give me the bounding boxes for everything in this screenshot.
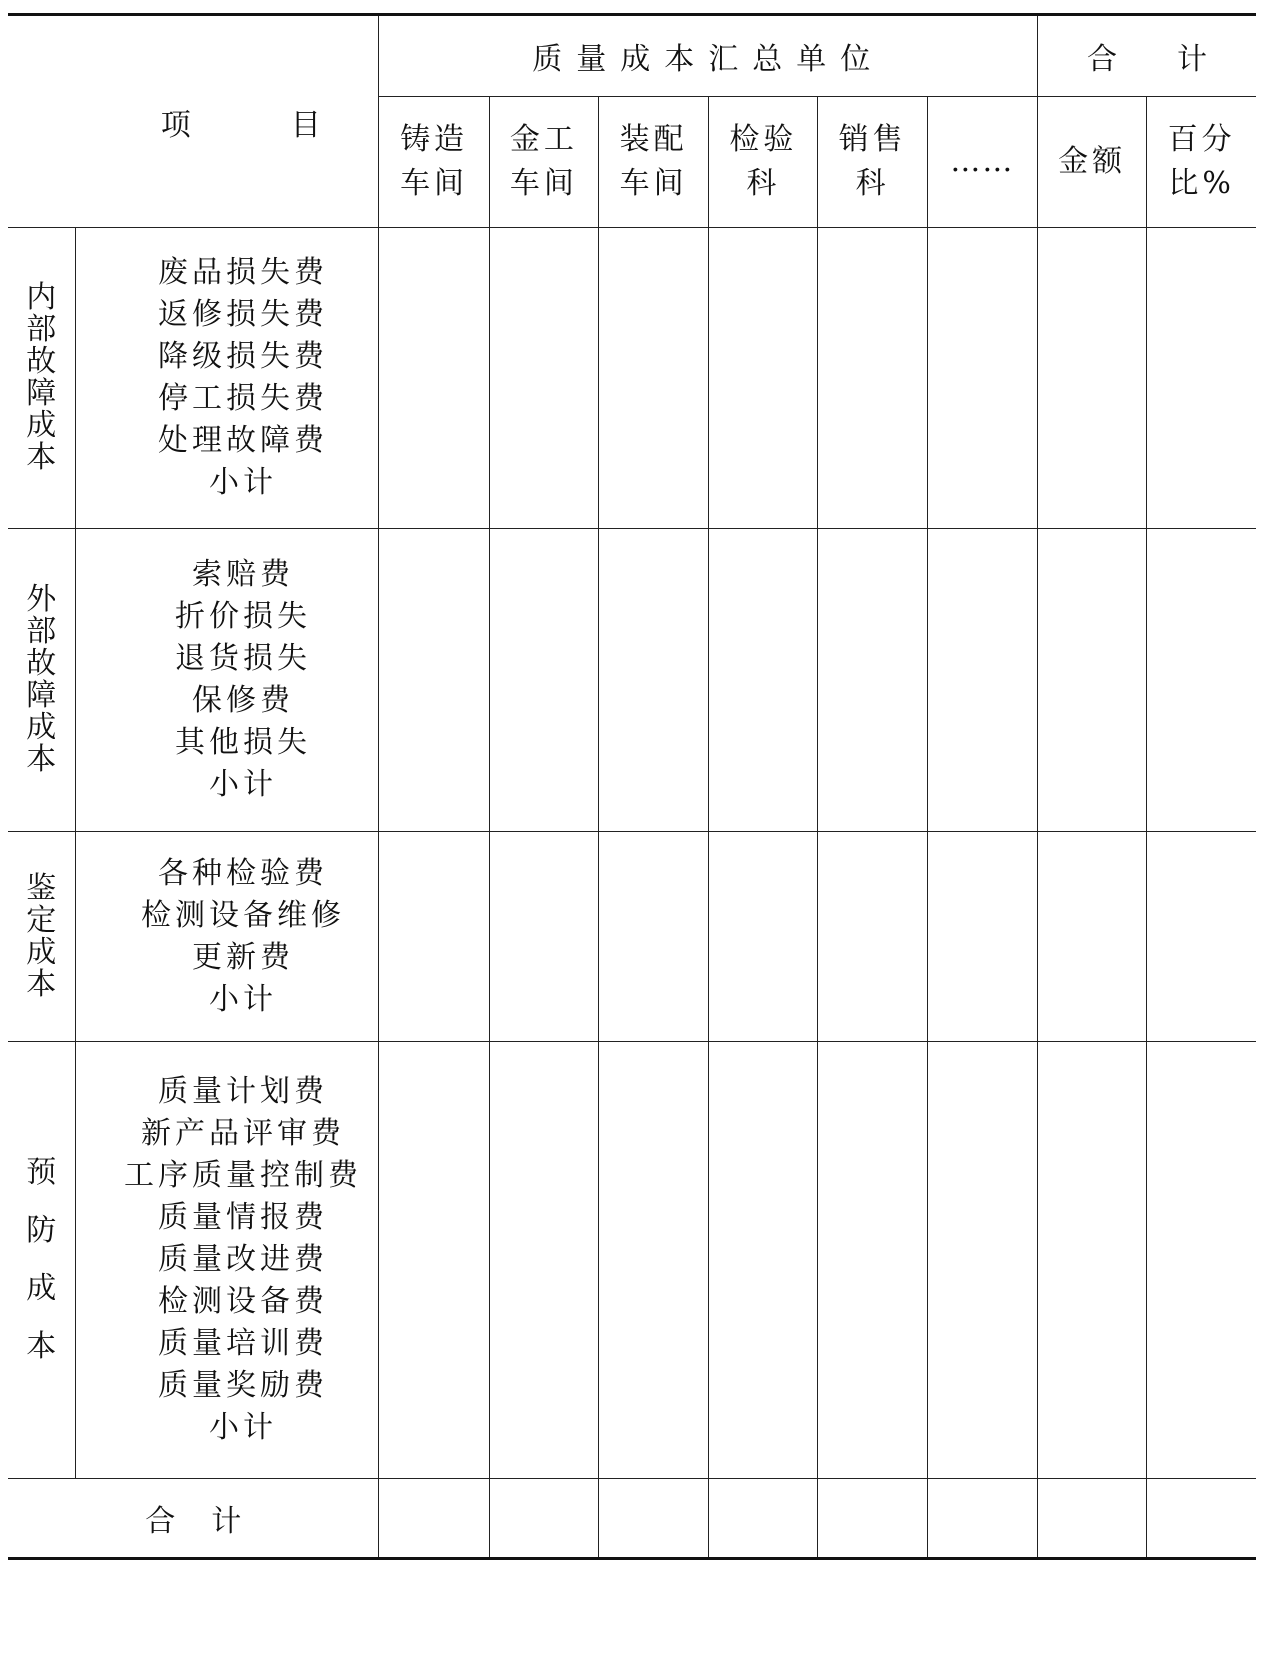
empty-cell <box>379 1042 489 1479</box>
category-items-internal-failure <box>75 228 379 529</box>
col-header-line1: …… <box>950 144 1015 179</box>
category-char: 故 <box>26 646 57 681</box>
list-item: 索赔费 <box>191 557 294 592</box>
list-item: 退货损失 <box>174 641 311 676</box>
list-item: 质量奖励费 <box>157 1368 328 1403</box>
empty-cell <box>1038 529 1147 832</box>
grand-total-char-2: 计 <box>211 1504 242 1539</box>
header-row-1 <box>8 15 1256 97</box>
total-header-char-1: 合 <box>1087 42 1117 77</box>
col-header-line1: 检验 <box>729 122 798 157</box>
list-item: 质量计划费 <box>157 1074 328 1109</box>
list-item: 检测设备费 <box>157 1284 328 1319</box>
list-item: 质量情报费 <box>157 1200 328 1235</box>
empty-cell <box>489 1479 598 1559</box>
category-row-appraisal <box>8 832 1256 1042</box>
col-header-amount <box>1038 97 1147 228</box>
total-group-header <box>1038 15 1257 97</box>
empty-cell <box>379 228 489 529</box>
category-char: 防 <box>26 1213 57 1248</box>
item-header-char-1: 项 <box>160 107 191 143</box>
empty-cell <box>1147 1479 1256 1559</box>
empty-cell <box>818 228 927 529</box>
empty-cell <box>927 832 1037 1042</box>
list-item: 小计 <box>208 981 277 1017</box>
empty-cell <box>1147 228 1256 529</box>
empty-cell <box>709 529 818 832</box>
empty-cell <box>379 832 489 1042</box>
col-header-foundry <box>379 97 489 228</box>
category-char: 定 <box>26 902 57 938</box>
col-header-inspection <box>709 97 818 228</box>
category-label-external-failure <box>8 529 75 832</box>
category-char: 内 <box>26 280 57 315</box>
category-char: 鉴 <box>26 870 57 906</box>
list-item: 小计 <box>208 1410 277 1445</box>
category-char: 成 <box>26 408 57 443</box>
list-item: 小计 <box>208 465 277 500</box>
empty-cell <box>598 228 708 529</box>
list-item: 各种检验费 <box>157 855 328 891</box>
col-header-line2: 车间 <box>509 166 578 201</box>
col-header-line1: 销售 <box>838 122 907 157</box>
col-header-percentage <box>1147 97 1256 228</box>
col-header-line2: 车间 <box>619 166 688 201</box>
list-item: 停工损失费 <box>157 381 328 416</box>
empty-cell <box>1038 1042 1147 1479</box>
list-item: 更新费 <box>191 939 294 975</box>
empty-cell <box>1038 228 1147 529</box>
item-column-header <box>8 15 379 228</box>
empty-cell <box>927 529 1037 832</box>
empty-cell <box>709 228 818 529</box>
empty-cell <box>489 529 598 832</box>
category-items-appraisal <box>75 832 379 1042</box>
list-item: 废品损失费 <box>157 255 328 290</box>
list-item: 质量改进费 <box>157 1242 328 1277</box>
category-items-external-failure <box>75 529 379 832</box>
category-char: 本 <box>26 966 57 1002</box>
category-char: 本 <box>26 440 57 475</box>
category-char: 障 <box>26 376 57 411</box>
col-header-line2: 科 <box>746 166 781 201</box>
empty-cell <box>598 832 708 1042</box>
list-item: 处理故障费 <box>157 423 328 458</box>
list-item: 折价损失 <box>174 599 311 634</box>
col-header-ellipsis <box>927 97 1037 228</box>
empty-cell <box>1147 529 1256 832</box>
category-char: 本 <box>26 1329 57 1364</box>
empty-cell <box>818 1479 927 1559</box>
category-char: 本 <box>26 742 57 777</box>
category-label-internal-failure <box>8 228 75 529</box>
col-header-line1: 金工 <box>509 122 578 157</box>
category-char: 成 <box>26 710 57 745</box>
category-char: 外 <box>26 582 57 617</box>
empty-cell <box>709 832 818 1042</box>
empty-cell <box>598 1042 708 1479</box>
category-row-internal-failure <box>8 228 1256 529</box>
category-char: 预 <box>26 1155 57 1190</box>
empty-cell <box>818 832 927 1042</box>
units-group-header: 质量成本汇总单位 <box>379 15 1038 97</box>
empty-cell <box>927 1042 1037 1479</box>
col-header-sales <box>818 97 927 228</box>
empty-cell <box>1038 832 1147 1042</box>
total-header-char-2: 计 <box>1177 42 1207 77</box>
empty-cell <box>709 1479 818 1559</box>
list-item: 保修费 <box>191 683 294 718</box>
col-header-line2: 科 <box>855 166 890 201</box>
empty-cell <box>489 1042 598 1479</box>
col-header-assembly <box>598 97 708 228</box>
empty-cell <box>489 832 598 1042</box>
category-char: 成 <box>26 934 57 970</box>
empty-cell <box>1038 1479 1147 1559</box>
list-item: 降级损失费 <box>157 339 328 374</box>
empty-cell <box>818 1042 927 1479</box>
category-row-prevention <box>8 1042 1256 1479</box>
empty-cell <box>818 529 927 832</box>
col-header-line1: 金额 <box>1058 144 1127 179</box>
grand-total-row <box>8 1479 1256 1559</box>
list-item: 新产品评审费 <box>140 1116 345 1151</box>
col-header-line1: 铸造 <box>400 122 469 157</box>
col-header-line2: 车间 <box>400 166 469 201</box>
empty-cell <box>927 228 1037 529</box>
empty-cell <box>598 529 708 832</box>
list-item: 工序质量控制费 <box>123 1158 362 1193</box>
category-char: 部 <box>26 614 57 649</box>
empty-cell <box>489 228 598 529</box>
category-label-appraisal <box>8 832 75 1042</box>
quality-cost-summary-table <box>8 13 1256 1560</box>
category-row-external-failure <box>8 529 1256 832</box>
category-label-prevention <box>8 1042 75 1479</box>
col-header-line1: 装配 <box>619 122 688 157</box>
list-item: 返修损失费 <box>157 297 328 332</box>
col-header-line2: 比% <box>1168 166 1235 201</box>
list-item: 小计 <box>208 767 277 802</box>
col-header-machining <box>489 97 598 228</box>
empty-cell <box>1147 1042 1256 1479</box>
item-header-char-2: 目 <box>290 107 321 143</box>
category-char: 障 <box>26 678 57 713</box>
empty-cell <box>379 529 489 832</box>
list-item: 质量培训费 <box>157 1326 328 1361</box>
category-items-prevention <box>75 1042 379 1479</box>
grand-total-char-1: 合 <box>145 1504 176 1539</box>
col-header-line1: 百分 <box>1167 122 1236 157</box>
category-char: 部 <box>26 312 57 347</box>
empty-cell <box>598 1479 708 1559</box>
empty-cell <box>1147 832 1256 1042</box>
empty-cell <box>379 1479 489 1559</box>
grand-total-label <box>8 1479 379 1559</box>
list-item: 其他损失 <box>174 725 311 760</box>
category-char: 成 <box>26 1271 57 1306</box>
category-char: 故 <box>26 344 57 379</box>
empty-cell <box>709 1042 818 1479</box>
list-item: 检测设备维修 <box>140 897 345 933</box>
empty-cell <box>927 1479 1037 1559</box>
